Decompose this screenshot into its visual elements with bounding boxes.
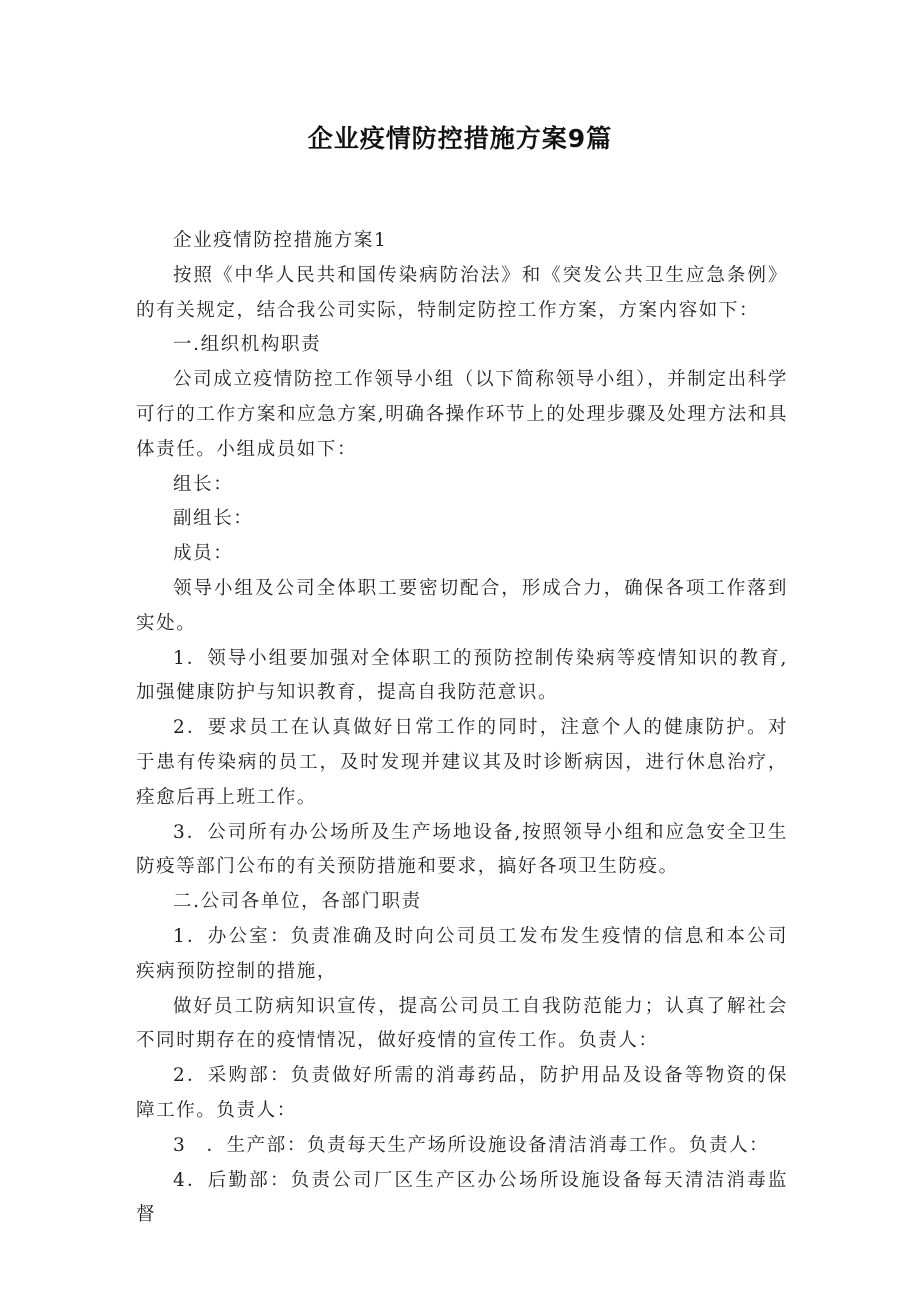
subsection-heading: 二.公司各单位，各部门职责 — [173, 891, 422, 913]
paragraph: 公司成立疫情防控工作领导小组（以下简称领导小组），并制定出科学可行的工作方案和应急方案,明确各操作环节上的处理步骤及处理方法和具体责任。小组成员如下： — [136, 369, 788, 460]
list-item: 2．要求员工在认真做好日常工作的同时，注意个人的健康防护。对于患有传染病的员工，及时发现并建议其及时诊断病因，进行休息治疗，痊愈后再上班工作。 — [136, 717, 788, 808]
paragraph: 副组长： — [173, 508, 254, 530]
document-title: 企业疫情防控措施方案9篇 — [307, 124, 613, 153]
list-item: 4．后勤部：负责公司厂区生产区办公场所设施设备每天清洁消毒监督 — [136, 1169, 788, 1226]
paragraph: 组长： — [173, 473, 234, 495]
section-heading: 企业疫情防控措施方案1 — [173, 230, 388, 251]
subsection-heading: 一.组织机构职责 — [173, 334, 322, 356]
paragraph: 做好员工防病知识宣传，提高公司员工自我防范能力；认真了解社会不同时期存在的疫情情况，做好疫情的宣传工作。负责人： — [136, 995, 788, 1052]
paragraph: 领导小组及公司全体职工要密切配合，形成合力，确保各项工作落到实处。 — [136, 577, 788, 634]
list-item: 1．领导小组要加强对全体职工的预防控制传染病等疫情知识的教育,加强健康防护与知识教育，提高自我防范意识。 — [136, 647, 788, 704]
list-item: 1．办公室：负责准确及时向公司员工发布发生疫情的信息和本公司疾病预防控制的措施， — [136, 925, 788, 982]
list-item: 3．公司所有办公场所及生产场地设备,按照领导小组和应急安全卫生防疫等部门公布的有关预防措施和要求，搞好各项卫生防疫。 — [136, 821, 788, 878]
list-item: 3 ．生产部：负责每天生产场所设施设备清洁消毒工作。负责人： — [173, 1134, 770, 1156]
paragraph: 成员： — [173, 543, 234, 565]
paragraph: 按照《中华人民共和国传染病防治法》和《突发公共卫生应急条例》的有关规定，结合我公司实际，特制定防控工作方案，方案内容如下： — [136, 264, 788, 321]
document-body — [136, 224, 788, 1233]
list-item: 2．采购部：负责做好所需的消毒药品，防护用品及设备等物资的保障工作。负责人： — [136, 1065, 788, 1121]
